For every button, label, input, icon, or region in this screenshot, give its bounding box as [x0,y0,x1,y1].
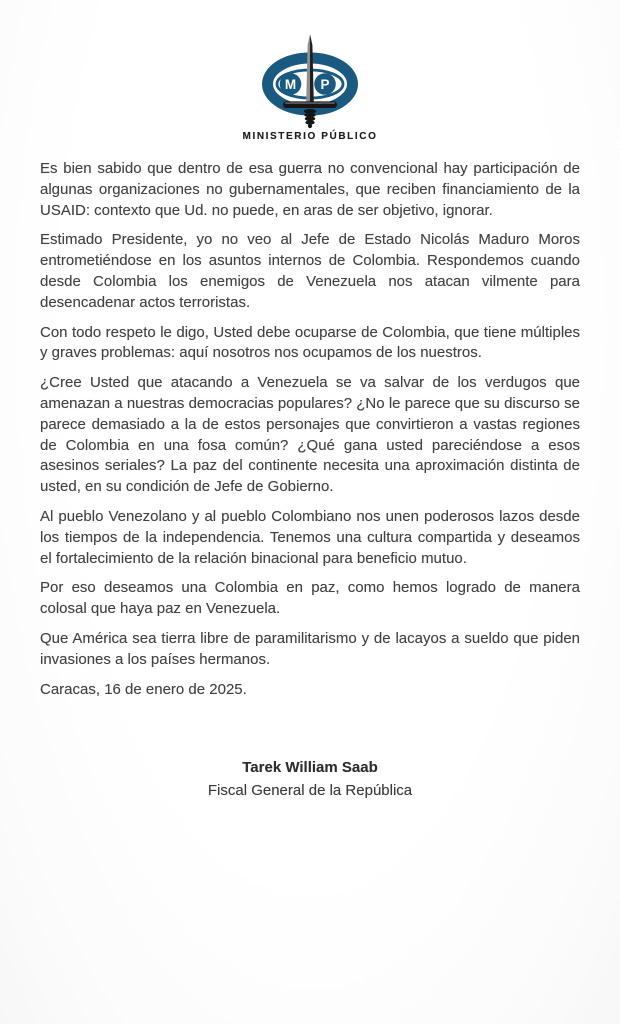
letter-paragraph: Al pueblo Venezolano y al pueblo Colombiano nos unen poderosos lazos desde los tiempos de la independencia. Tenemos una cultura compartida y deseamos el fortalecimiento de la relación binacional para beneficio mutuo. [40,507,580,567]
ministerio-publico-logo [260,33,360,129]
svg-text:P: P [320,76,330,92]
letter-body [40,159,580,802]
mp-monogram-p [314,73,336,95]
signature-block [40,758,580,802]
mp-monogram-m [280,73,302,95]
signature-title: Fiscal General de la República [207,782,413,800]
letter-paragraph: Es bien sabido que dentro de esa guerra no convencional hay participación de algunas organizaciones no gubernamentales, que reciben financiamiento de la USAID: contexto que Ud. no puede, en aras de ser objetivo, ignorar. [40,160,580,219]
letterhead-title: MINISTERIO PÚBLICO [242,131,378,142]
letter-paragraph: Por eso deseamos una Colombia en paz, como hemos logrado de manera colosal que haya paz en Venezuela. [40,579,580,618]
svg-text:M: M [284,76,297,92]
letter-paragraph: Que América sea tierra libre de paramilitarismo y de lacayos a sueldo que piden invasiones a los países hermanos. [40,629,580,668]
letter-paragraph: Estimado Presidente, yo no veo al Jefe de Estado Nicolás Maduro Moros entrometiéndose en los asuntos internos de Colombia. Respondemos cuando desde Colombia los enemigos de Venezuela nos atacan vilmente para desencadenar actos terroristas. [40,231,580,311]
letterhead [0,0,620,142]
dateline: Caracas, 16 de enero de 2025. [40,680,247,698]
letter-paragraph: ¿Cree Usted que atacando a Venezuela se va salvar de los verdugos que amenazan a nuestras democracias populares? ¿No le parece que su discurso se parece demasiado a la de estos personajes que convirtieron a vastas regiones de Colombia en una fosa común? ¿Qué gana usted pareciéndose a esos asesinos seriales? La paz del continente necesita una aproximación distinta de usted, en su condición de Jefe de Gobierno. [40,374,580,496]
signature-name: Tarek William Saab [242,759,378,777]
letter-paragraph: Con todo respeto le digo, Usted debe ocuparse de Colombia, que tiene múltiples y graves problemas: aquí nosotros nos ocupamos de los nuestros. [40,323,580,362]
